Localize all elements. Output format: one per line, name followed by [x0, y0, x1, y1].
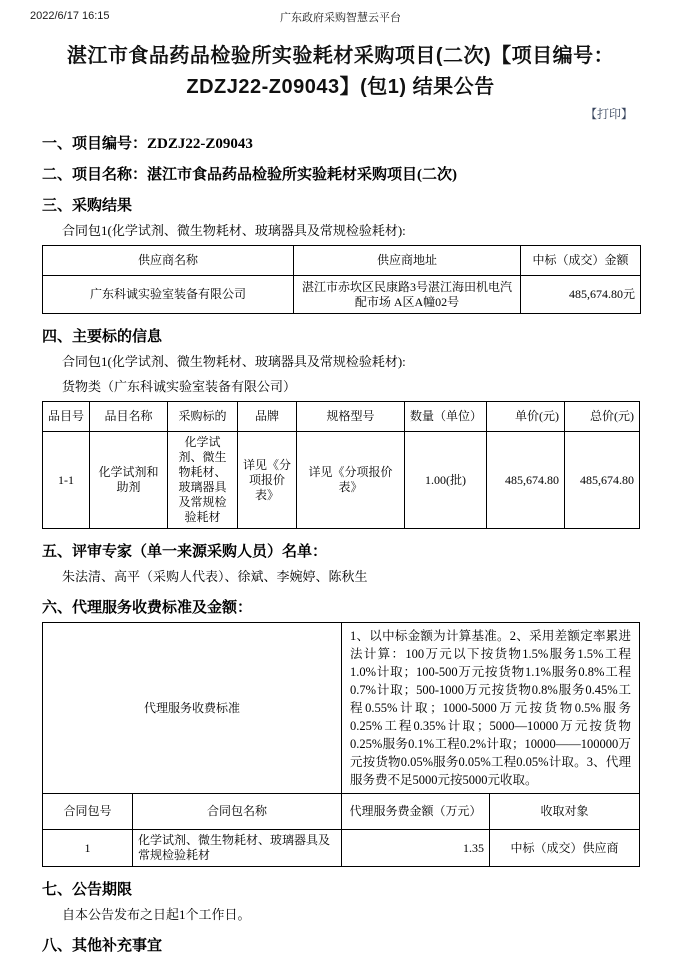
item-name-header: 品目名称: [90, 402, 168, 432]
table-row: [43, 276, 641, 314]
section-announcement-period: 七、公告期限: [42, 882, 133, 898]
award-amount-header: 中标（成交）金额: [521, 246, 641, 276]
table-row: [43, 432, 640, 529]
fee-standard-label-cell: 代理服务收费标准: [43, 623, 342, 794]
package-name-header: 合同包名称: [133, 794, 342, 830]
package-number-header: 合同包号: [43, 794, 133, 830]
package-note: 合同包1(化学试剂、微生物耗材、玻璃器具及常规检验耗材):: [62, 223, 406, 238]
package-number-cell: 1: [43, 830, 133, 867]
supplier-address-header: 供应商地址: [294, 246, 521, 276]
section-project-number: 一、项目编号：ZDZJ22-Z09043: [42, 136, 253, 152]
announcement-period-content: 自本公告发布之日起1个工作日。: [62, 907, 251, 922]
print-button[interactable]: 【打印】: [584, 107, 633, 121]
print-timestamp: 2022/6/17 16:15: [30, 10, 110, 22]
item-number-cell: 1-1: [43, 432, 90, 529]
announcement-body: [42, 137, 640, 954]
supplier-address-cell: 湛江市赤坎区民康路3号湛江海田机电汽配市场 A区A幢02号: [294, 276, 521, 314]
section-main-subject-info: 四、主要标的信息: [42, 329, 163, 345]
supplier-name-header: 供应商名称: [43, 246, 294, 276]
package-name-cell: 化学试剂、微生物耗材、玻璃器具及常规检验耗材: [133, 830, 342, 867]
supplier-name-cell: 广东科诚实验室装备有限公司: [43, 276, 294, 314]
supplier-result-table: [42, 245, 641, 314]
item-name-cell: 化学试剂和助剂: [90, 432, 168, 529]
total-price-header: 总价(元): [565, 402, 640, 432]
section-other-matters: 八、其他补充事宜: [42, 938, 163, 954]
table-header-row: [43, 246, 641, 276]
subject-detail-table: [42, 401, 640, 529]
fee-payer-cell: 中标（成交）供应商: [490, 830, 640, 867]
print-row: [0, 105, 633, 121]
award-amount-cell: 485,674.80元: [521, 276, 641, 314]
table-header-row: [43, 794, 640, 830]
page-title: 湛江市食品药品检验所实验耗材采购项目(二次)【项目编号：ZDZJ22-Z09043】(包1) 结果公告: [66, 45, 615, 98]
brand-cell: 详见《分项报价表》: [238, 432, 297, 529]
brand-header: 品牌: [238, 402, 297, 432]
platform-name: 广东政府采购智慧云平台: [280, 12, 401, 24]
table-header-row: [43, 402, 640, 432]
fee-standard-row: [43, 623, 640, 794]
section-project-name: 二、项目名称：湛江市食品药品检验所实验耗材采购项目(二次): [42, 167, 457, 183]
section-agency-fee: 六、代理服务收费标准及金额：: [42, 600, 253, 616]
quantity-unit-header: 数量（单位）: [405, 402, 487, 432]
unit-price-header: 单价(元): [487, 402, 565, 432]
fee-amount-cell: 1.35: [342, 830, 490, 867]
fee-amount-header: 代理服务费金额（万元）: [342, 794, 490, 830]
procurement-target-header: 采购标的: [168, 402, 238, 432]
fee-standard-text-cell: 1、以中标金额为计算基准。2、采用差额定率累进法计算：100万元以下按货物1.5%服务1.5%工程1.0%计取；100-500万元按货物1.1%服务0.8%工程0.7%计取；500-1000万元按货物0.8%服务0.45%工程0.55%计取；1000-5000万元按货物0.5%服务0.25%工程0.35%计取；5000—10000万元按货物0.25%服务0.1%工程0.2%计取；10000——100000万元按货物0.05%服务0.05%工程0.05%计取。3、代理服务费不足5000元按5000元收取。: [342, 623, 640, 794]
procurement-target-cell: 化学试剂、微生物耗材、玻璃器具及常规检验耗材: [168, 432, 238, 529]
spec-model-header: 规格型号: [297, 402, 405, 432]
total-price-cell: 485,674.80: [565, 432, 640, 529]
quantity-unit-cell: 1.00(批): [405, 432, 487, 529]
category-note: 货物类（广东科诚实验室装备有限公司）: [62, 379, 297, 394]
fee-payer-header: 收取对象: [490, 794, 640, 830]
package-note: 合同包1(化学试剂、微生物耗材、玻璃器具及常规检验耗材):: [62, 354, 406, 369]
spec-model-cell: 详见《分项报价表》: [297, 432, 405, 529]
item-number-header: 品目号: [43, 402, 90, 432]
unit-price-cell: 485,674.80: [487, 432, 565, 529]
agency-fee-table: [42, 622, 640, 867]
expert-names: 朱法清、高平（采购人代表）、徐斌、李婉婷、陈秋生: [62, 569, 368, 584]
section-review-experts: 五、评审专家（单一来源采购人员）名单：: [42, 544, 328, 560]
print-page-header: [0, 9, 681, 25]
section-procurement-result: 三、采购结果: [42, 198, 133, 214]
table-row: [43, 830, 640, 867]
